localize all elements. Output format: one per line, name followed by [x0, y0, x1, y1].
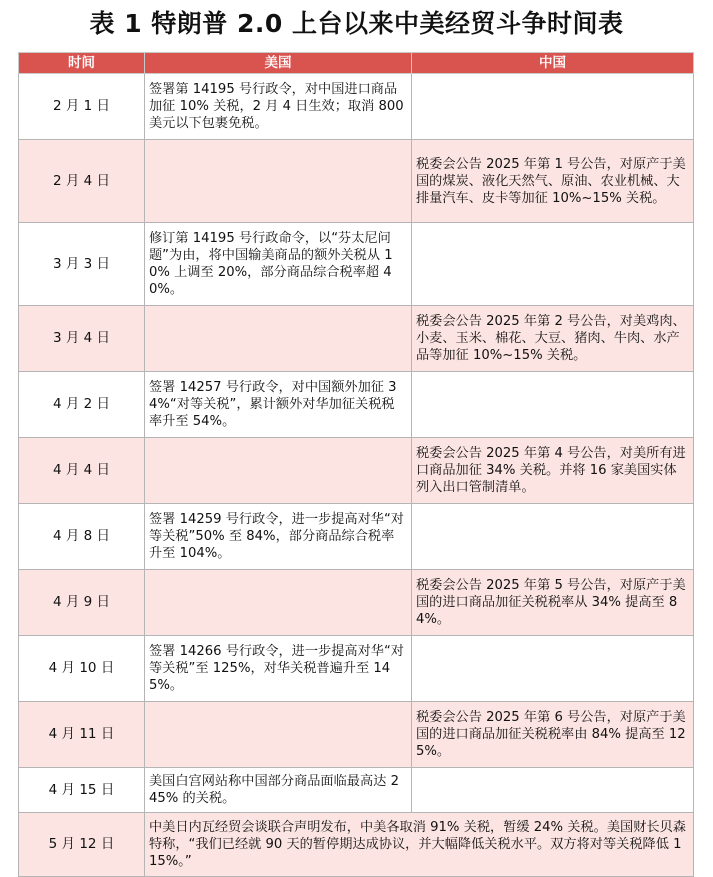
table-row	[19, 504, 694, 570]
header-us: 美国	[145, 53, 412, 74]
row-cn-action: 税委会公告 2025 年第 2 号公告，对美鸡肉、小麦、玉米、棉花、大豆、猪肉、牛肉、水产品等加征 10%~15% 关税。	[412, 306, 694, 372]
table-row	[19, 636, 694, 702]
row-us-action	[145, 570, 412, 636]
row-joint-statement: 中美日内瓦经贸会谈联合声明发布，中美各取消 91% 关税，暂缓 24% 关税。美国财长贝森特称，“我们已经就 90 天的暂停期达成协议，并大幅降低关税水平。双方将对等关税降低 115%。”	[145, 813, 694, 877]
table-row	[19, 768, 694, 813]
row-cn-action	[412, 372, 694, 438]
row-us-action: 签署 14257 号行政令，对中国额外加征 34%“对等关税”，累计额外对华加征关税税率升至 54%。	[145, 372, 412, 438]
row-date: 5 月 12 日	[19, 813, 145, 877]
header-row	[19, 53, 694, 74]
row-date: 4 月 9 日	[19, 570, 145, 636]
row-date: 2 月 4 日	[19, 140, 145, 223]
header-cn: 中国	[412, 53, 694, 74]
row-date: 4 月 15 日	[19, 768, 145, 813]
row-date: 3 月 3 日	[19, 223, 145, 306]
table-row	[19, 74, 694, 140]
row-us-action	[145, 702, 412, 768]
row-date: 4 月 10 日	[19, 636, 145, 702]
row-us-action: 美国白宫网站称中国部分商品面临最高达 245% 的关税。	[145, 768, 412, 813]
row-date: 3 月 4 日	[19, 306, 145, 372]
row-cn-action: 税委会公告 2025 年第 5 号公告，对原产于美国的进口商品加征关税税率从 34% 提高至 84%。	[412, 570, 694, 636]
row-us-action: 签署第 14195 号行政令，对中国进口商品加征 10% 关税，2 月 4 日生效；取消 800 美元以下包裹免税。	[145, 74, 412, 140]
row-cn-action	[412, 636, 694, 702]
row-us-action	[145, 438, 412, 504]
table-row	[19, 813, 694, 877]
trade-timeline-table	[18, 52, 694, 877]
row-date: 4 月 4 日	[19, 438, 145, 504]
row-cn-action: 税委会公告 2025 年第 4 号公告，对美所有进口商品加征 34% 关税。并将 16 家美国实体列入出口管制清单。	[412, 438, 694, 504]
table-title: 表 1 特朗普 2.0 上台以来中美经贸斗争时间表	[89, 9, 624, 38]
row-us-action: 签署 14266 号行政令，进一步提高对华“对等关税”至 125%，对华关税普遍升至 145%。	[145, 636, 412, 702]
row-cn-action: 税委会公告 2025 年第 1 号公告，对原产于美国的煤炭、液化天然气、原油、农业机械、大排量汽车、皮卡等加征 10%~15% 关税。	[412, 140, 694, 223]
row-cn-action	[412, 504, 694, 570]
table-row	[19, 223, 694, 306]
row-cn-action: 税委会公告 2025 年第 6 号公告，对原产于美国的进口商品加征关税税率由 84% 提高至 125%。	[412, 702, 694, 768]
row-date: 4 月 2 日	[19, 372, 145, 438]
table-row	[19, 570, 694, 636]
table-row	[19, 372, 694, 438]
row-us-action	[145, 140, 412, 223]
row-us-action: 签署 14259 号行政令，进一步提高对华“对等关税”50% 至 84%，部分商品综合税率升至 104%。	[145, 504, 412, 570]
row-cn-action	[412, 768, 694, 813]
row-date: 4 月 11 日	[19, 702, 145, 768]
row-cn-action	[412, 74, 694, 140]
table-row	[19, 438, 694, 504]
table-row	[19, 306, 694, 372]
table-row	[19, 140, 694, 223]
row-us-action	[145, 306, 412, 372]
table-row	[19, 702, 694, 768]
row-date: 4 月 8 日	[19, 504, 145, 570]
header-time: 时间	[19, 53, 145, 74]
row-us-action: 修订第 14195 号行政命令，以“芬太尼问题”为由，将中国输美商品的额外关税从 10% 上调至 20%，部分商品综合税率超 40%。	[145, 223, 412, 306]
row-cn-action	[412, 223, 694, 306]
row-date: 2 月 1 日	[19, 74, 145, 140]
